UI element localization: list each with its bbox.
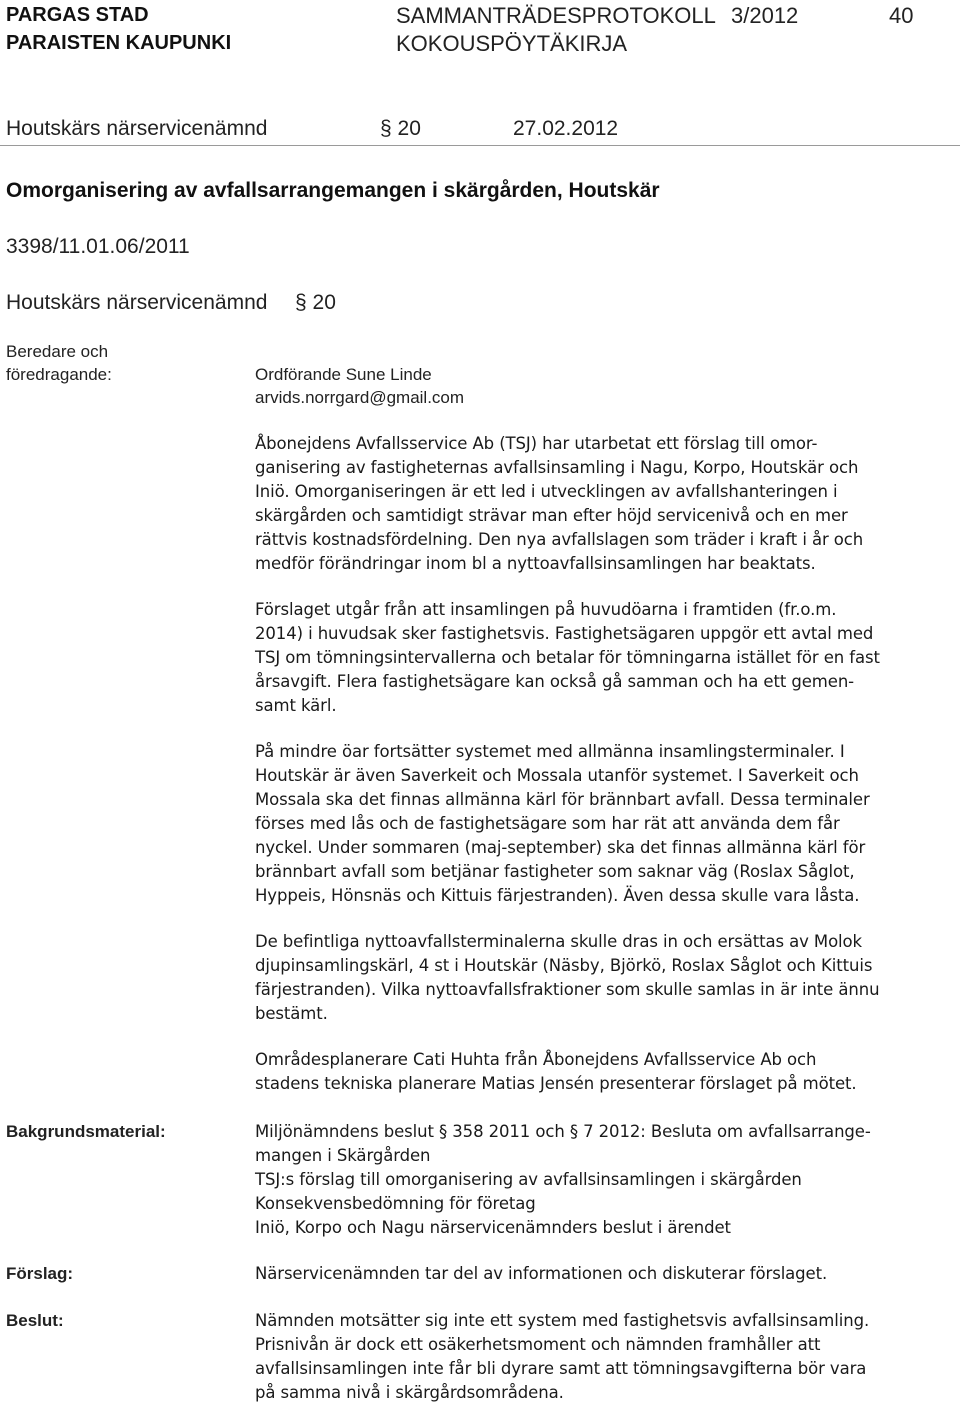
preparer-name: Ordförande Sune Linde [255,365,432,384]
paragraph-2 [255,598,960,718]
text-line: Mossala ska det finnas allmänna kärl för brännbart avfall. Dessa terminaler [255,790,870,809]
text-line: De befintliga nyttoavfallsterminalerna skulle dras in och ersättas av Molok [255,932,862,951]
protocol-number: 3/2012 [731,3,799,28]
paragraph-5 [255,1048,960,1096]
list-item: TSJ:s förslag till omorganisering av avfallsinsamlingen i skärgården [255,1170,802,1189]
previous-section: § 20 [295,291,336,314]
list-item: mangen i Skärgården [255,1146,431,1165]
header-divider [0,145,960,146]
text-line: djupinsamlingskärl, 4 st i Houtskär (Näsby, Björkö, Roslax Såglot och Kittuis [255,956,873,975]
text-line: På mindre öar fortsätter systemet med allmänna insamlingsterminaler. I [255,742,845,761]
page-number: 40 [889,3,914,28]
text-line: Förslaget utgår från att insamlingen på huvudöarna i framtiden (fr.o.m. [255,600,837,619]
background-list [255,1120,960,1240]
org-name-sv: PARGAS STAD [6,4,149,26]
text-line: nyckel. Under sommaren (maj-september) ska det finnas allmänna kärl för [255,838,866,857]
text-line: rättvis kostnadsfördelning. Den nya avfallslagen som träder i kraft i år och [255,530,864,549]
text-line: Nämnden motsätter sig inte ett system med fastighetsvis avfallsinsamling. [255,1311,870,1330]
item-title: Omorganisering av avfallsarrangemangen i skärgården, Houtskär [6,179,660,202]
text-line: förses med lås och de fastighetsägare som har rät att använda dem får [255,814,840,833]
text-line: Houtskär är även Saverkeit och Mossala utanför systemet. I Saverkeit och [255,766,859,785]
text-line: Iniö. Omorganiseringen är ett led i utvecklingen av avfallshanteringen i [255,482,838,501]
text-line: årsavgift. Flera fastighetsägare kan också gå samman och ha ett gemen- [255,672,855,691]
text-line: medför förändringar inom bl a nyttoavfallsinsamlingen har beaktats. [255,554,816,573]
meeting-date: 27.02.2012 [513,117,619,140]
text-line: ganisering av fastigheternas avfallsinsamling i Nagu, Korpo, Houtskär och [255,458,859,477]
text-line: 2014) i huvudsak sker fastighetsvis. Fastighetsägaren uppgör ett avtal med [255,624,874,643]
proposal-label: Förslag: [6,1264,74,1283]
doc-type-sv: SAMMANTRÄDESPROTOKOLL [396,3,716,28]
meeting-section: § 20 [380,117,421,140]
text-line: skärgården och samtidigt strävar man efter höjd servicenivå och en mer [255,506,848,525]
meeting-body: Houtskärs närservicenämnd [6,117,268,140]
preparer-label-line2: föredragande: [6,365,112,384]
text-line: TSJ om tömningsintervallerna och betalar för tömningarna istället för en fast [255,648,880,667]
text-line: samt kärl. [255,696,337,715]
preparer-label-line1: Beredare och [6,342,109,361]
decision-text [255,1309,960,1405]
list-item: Miljönämndens beslut § 358 2011 och § 7 2012: Besluta om avfallsarrange- [255,1122,871,1141]
text-line: avfallsinsamlingen inte får bli dyrare samt att tömningsavgifterna bör vara [255,1359,867,1378]
text-line: Områdesplanerare Cati Huhta från Åbonejdens Avfallsservice Ab och [255,1050,817,1069]
previous-body: Houtskärs närservicenämnd [6,291,268,314]
decision-label: Beslut: [6,1311,64,1330]
doc-type-fi: KOKOUSPÖYTÄKIRJA [396,31,628,56]
paragraph-4 [255,930,960,1026]
text-line: Hyppeis, Hönsnäs och Kittuis färjestranden). Även dessa skulle vara låsta. [255,886,860,905]
background-label: Bakgrundsmaterial: [6,1122,166,1141]
text-line: bestämt. [255,1004,328,1023]
paragraph-3 [255,740,960,908]
text-line: på samma nivå i skärgårdsområdena. [255,1383,564,1402]
text-line: brännbart avfall som betjänar fastigheter som saknar väg (Roslax Såglot, [255,862,855,881]
org-name-fi: PARAISTEN KAUPUNKI [6,32,232,54]
text-line: färjestranden). Vilka nyttoavfallsfraktioner som skulle samlas in är inte ännu [255,980,880,999]
proposal-text [255,1262,960,1286]
text-line: Åbonejdens Avfallsservice Ab (TSJ) har utarbetat ett förslag till omor- [255,434,818,453]
list-item: Konsekvensbedömning för företag [255,1194,536,1213]
list-item: Iniö, Korpo och Nagu närservicenämnders beslut i ärendet [255,1218,731,1237]
preparer-email[interactable]: arvids.norrgard@gmail.com [255,388,465,407]
paragraph-1 [255,432,960,576]
text-line: Närservicenämnden tar del av informationen och diskuterar förslaget. [255,1264,828,1283]
text-line: stadens tekniska planerare Matias Jensén presenterar förslaget på mötet. [255,1074,857,1093]
diary-number: 3398/11.01.06/2011 [6,235,190,258]
text-line: Prisnivån är dock ett osäkerhetsmoment och nämnden framhåller att [255,1335,821,1354]
